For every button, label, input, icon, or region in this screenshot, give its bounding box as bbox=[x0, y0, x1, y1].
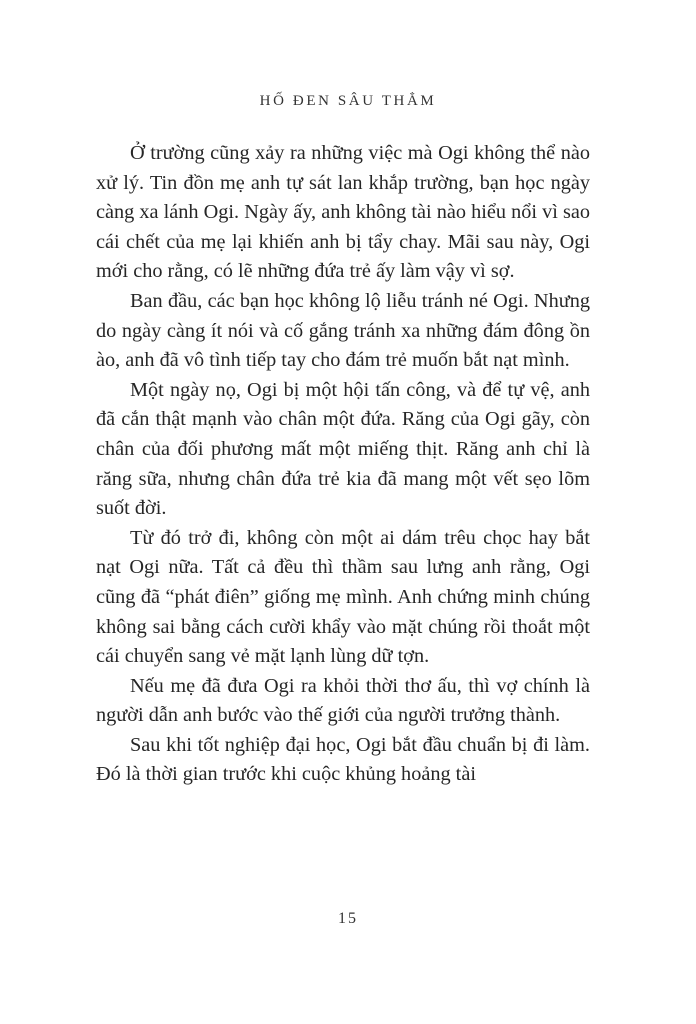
page-number: 15 bbox=[338, 910, 358, 927]
paragraph: Ở trường cũng xảy ra những việc mà Ogi không thể nào xử lý. Tin đồn mẹ anh tự sát lan khắp trường, bạn học ngày càng xa lánh Ogi. Ngày ấy, anh không tài nào hiểu nổi vì sao cái chết của mẹ lại khiến anh bị tẩy chay. Mãi sau này, Ogi mới cho rằng, có lẽ những đứa trẻ ấy làm vậy vì sợ. bbox=[96, 142, 590, 283]
paragraph: Ban đầu, các bạn học không lộ liễu tránh né Ogi. Nhưng do ngày càng ít nói và cố gắng tránh xa những đám đông ồn ào, anh đã vô tình tiếp tay cho đám trẻ muốn bắt nạt mình. bbox=[96, 289, 590, 372]
paragraph: Nếu mẹ đã đưa Ogi ra khỏi thời thơ ấu, thì vợ chính là người dẫn anh bước vào thế giới của người trưởng thành. bbox=[96, 674, 590, 727]
paragraph: Từ đó trở đi, không còn một ai dám trêu chọc hay bắt nạt Ogi nữa. Tất cả đều thì thầm sau lưng anh rằng, Ogi cũng đã “phát điên” giống mẹ mình. Anh chứng minh chúng không sai bằng cách cười khẩy vào mặt chúng rồi thoắt một cái chuyển sang vẻ mặt lạnh lùng dữ tợn. bbox=[96, 526, 590, 668]
paragraph: Một ngày nọ, Ogi bị một hội tấn công, và để tự vệ, anh đã cắn thật mạnh vào chân một đứa. Răng của Ogi gãy, còn chân của đối phương mất một miếng thịt. Răng anh chỉ là răng sữa, nhưng chân đứa trẻ kia đã mang một vết sẹo lõm suốt đời. bbox=[96, 378, 590, 520]
running-header: HỐ ĐEN SÂU THẲM bbox=[259, 93, 437, 109]
body-text bbox=[96, 139, 590, 790]
paragraph: Sau khi tốt nghiệp đại học, Ogi bắt đầu chuẩn bị đi làm. Đó là thời gian trước khi cuộc khủng hoảng tài bbox=[96, 733, 590, 786]
